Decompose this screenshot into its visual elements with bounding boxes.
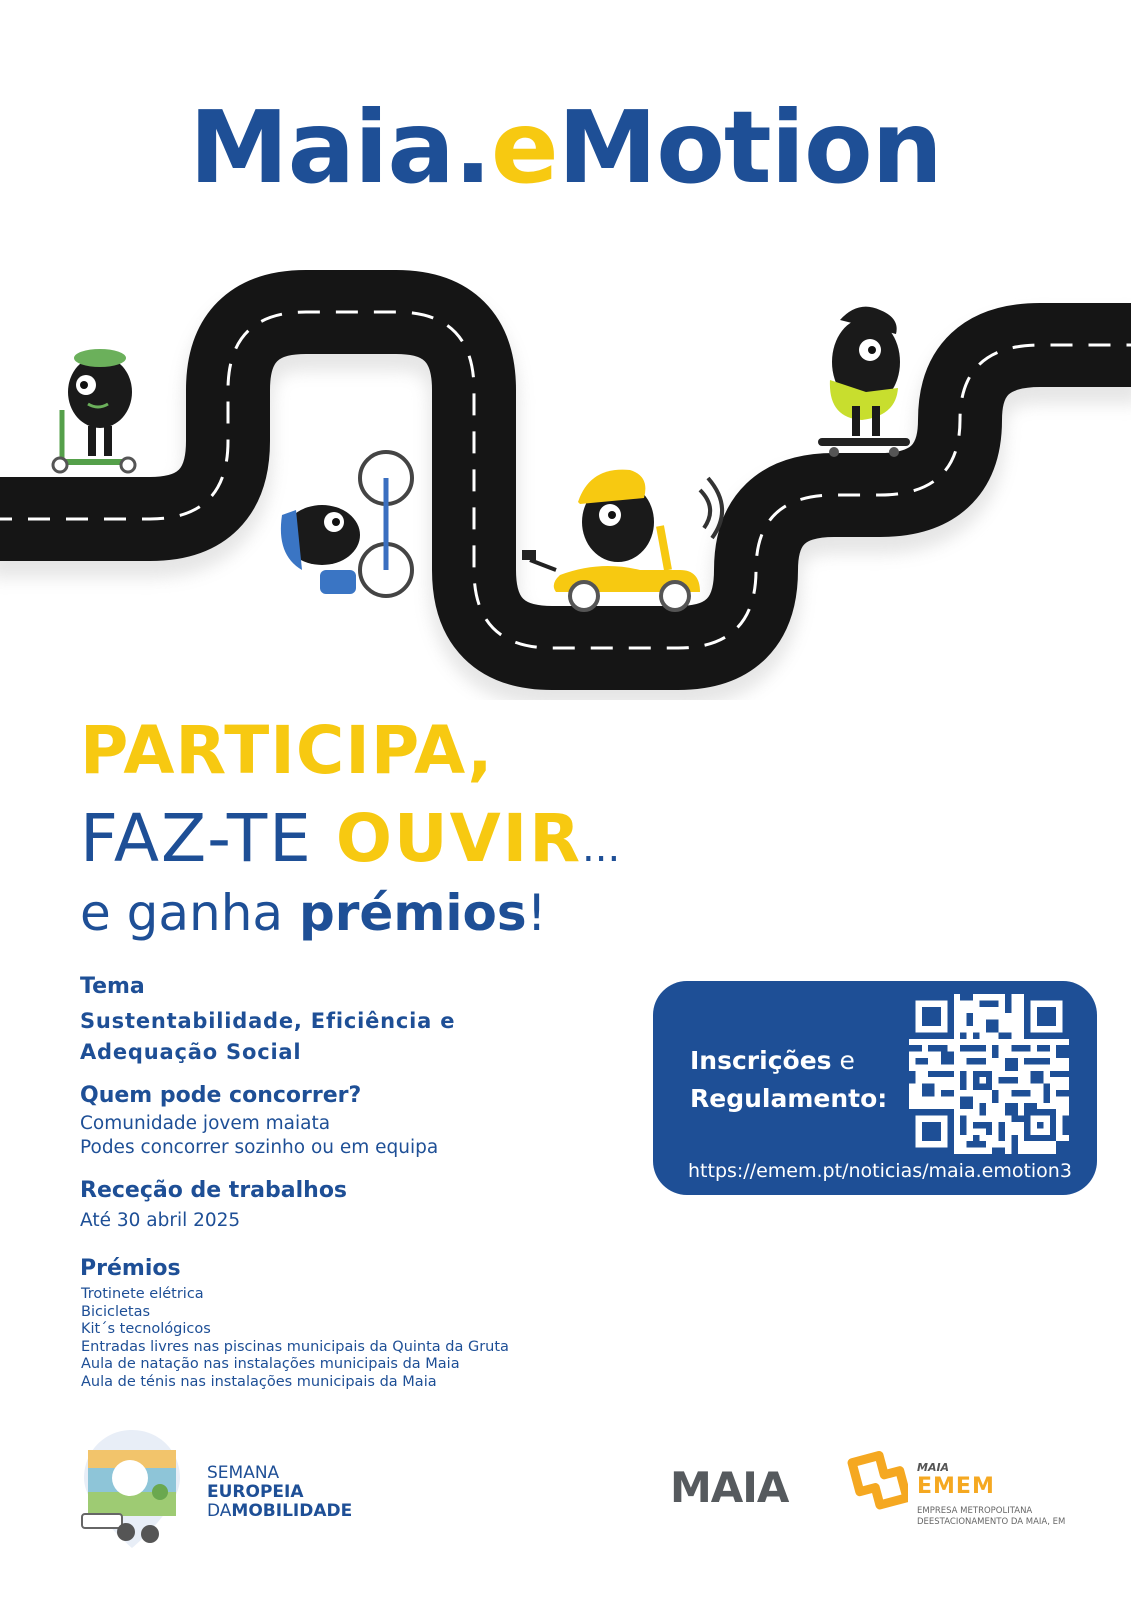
title-maia: Maia. [189,89,491,206]
list-item: Kit´s tecnológicos [81,1321,211,1338]
rececao-label: Receção de trabalhos [80,1178,348,1203]
registration-label-regulamento: Regulamento: [690,1084,888,1113]
list-item: Entradas livres nas piscinas municipais da Quinta da Gruta [81,1338,509,1355]
title-motion: Motion [557,89,942,206]
title-e: e [490,89,558,206]
list-item: Aula de ténis nas instalações municipais da Maia [81,1373,437,1390]
road-illustration [0,270,1131,700]
maia-logo-text: MAIA [670,1468,789,1508]
poster-title [0,89,1131,206]
premios-list [81,1286,509,1392]
tema-value-line2: Adequação Social [80,1040,302,1064]
rececao-value: Até 30 abril 2025 [80,1210,241,1231]
bicycle-character [281,452,412,596]
headline-participa: PARTICIPA, [80,712,494,789]
registration-label-inscricoes: Inscrições e [690,1046,855,1075]
list-item: Trotinete elétrica [81,1286,204,1302]
emem-name: EMEM [917,1474,995,1499]
moped-character [522,470,722,610]
scooter-character [53,349,135,472]
quem-line1: Comunidade jovem maiata [80,1113,331,1134]
emem-brand: MAIA [917,1461,950,1474]
tema-value-line1: Sustentabilidade, Eficiência e [80,1009,456,1033]
emem-subtitle: EMPRESA METROPOLITANA DEESTACIONAMENTO DA MAIA, EM [917,1506,1066,1527]
headline-ganha-premios: e ganha prémios! [80,884,547,942]
emem-logo [838,1448,908,1518]
quem-label: Quem pode concorrer? [80,1083,362,1108]
list-item: Bicicletas [81,1303,151,1320]
semana-mobilidade-logo [80,1428,184,1550]
qr-code[interactable] [909,994,1069,1154]
list-item: Aula de natação nas instalações municipais da Maia [81,1356,460,1373]
semana-mobilidade-text: SEMANA EUROPEIA DAMOBILIDADE [207,1463,353,1521]
tema-label: Tema [80,974,145,999]
registration-url-link[interactable]: https://emem.pt/noticias/maia.emotion3 [688,1160,1072,1182]
headline-faz-te-ouvir: FAZ-TE OUVIR... [80,800,621,877]
skateboard-character [818,307,910,457]
quem-line2: Podes concorrer sozinho ou em equipa [80,1137,439,1158]
premios-label: Prémios [80,1256,181,1281]
maia-logo [670,1468,792,1508]
